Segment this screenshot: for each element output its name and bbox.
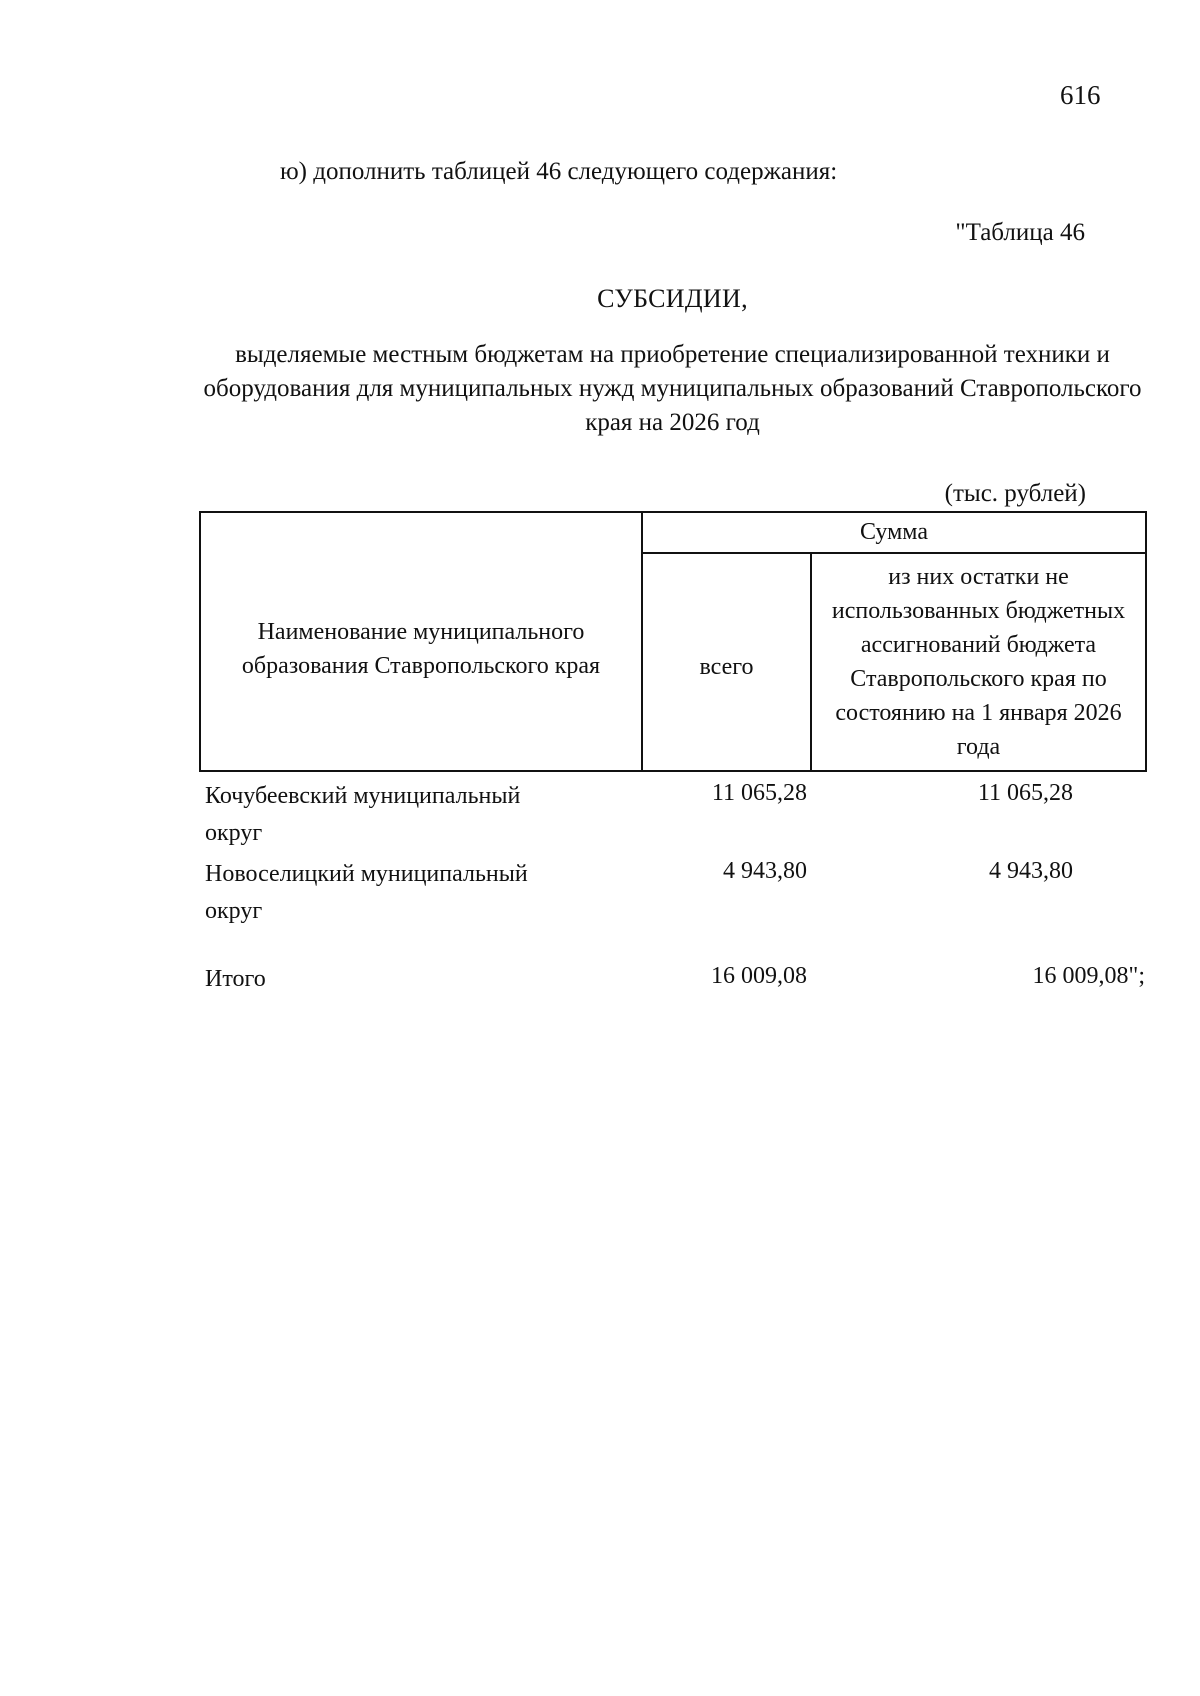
table-reference: "Таблица 46 <box>955 219 1085 246</box>
table-row-name: Новоселицкий муниципальный округ <box>205 861 528 924</box>
table-total-label: Итого <box>205 966 266 992</box>
units-note: (тыс. рублей) <box>944 480 1086 507</box>
table-header <box>199 511 1147 772</box>
table-row-remaining: 4 943,80 <box>989 858 1073 884</box>
document-title: СУБСИДИИ, <box>597 284 748 313</box>
table-row-total: 4 943,80 <box>723 858 807 884</box>
column-header-sum: Сумма <box>643 513 1145 554</box>
document-subtitle: выделяемые местным бюджетам на приобретение специализированной техники и оборудования для муниципальных нужд муниципальных образований Ставропольского края на 2026 год <box>203 341 1142 436</box>
table-row-remaining: 11 065,28 <box>977 780 1073 806</box>
table-total-remaining: 16 009,08"; <box>1032 963 1145 989</box>
column-header-total: всего <box>643 554 812 770</box>
intro-text: ю) дополнить таблицей 46 следующего содержания: <box>280 158 838 185</box>
column-header-name: Наименование муниципального образования Ставропольского края <box>201 513 643 770</box>
table-row-name: Кочубеевский муниципальный округ <box>205 783 521 846</box>
page-number: 616 <box>1060 80 1101 110</box>
column-header-remaining: из них остатки не использованных бюджетных ассигнований бюджета Ставропольского края по состоянию на 1 января 2026 года <box>831 564 1126 760</box>
table-total-value: 16 009,08 <box>711 963 807 989</box>
table-row-total: 11 065,28 <box>711 780 807 806</box>
